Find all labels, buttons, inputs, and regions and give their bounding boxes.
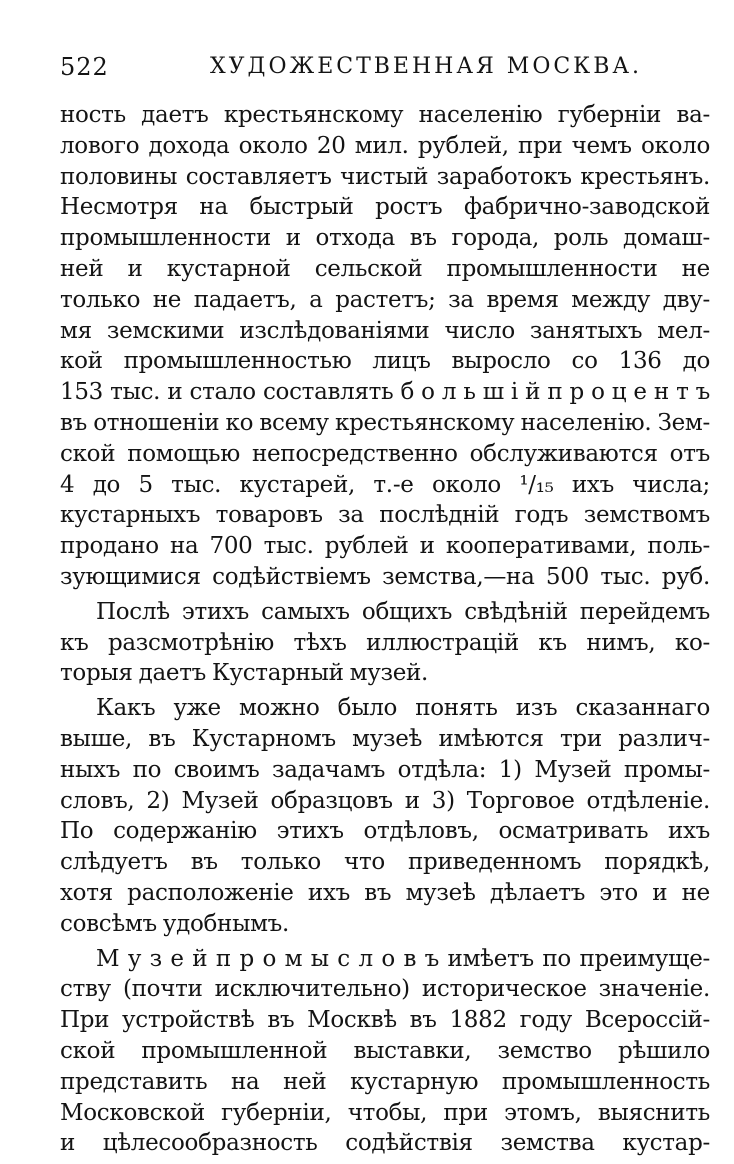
text-line: промышленности и отхода въ города, роль домаш- [60, 225, 710, 252]
text-line: Московской губерніи, чтобы, при этомъ, выяснить [60, 1099, 710, 1126]
text-line: половины составляетъ чистый заработокъ крестьянъ. [60, 163, 710, 190]
paragraph-1 [60, 100, 710, 593]
text-line: Несмотря на быстрый ростъ фабрично-заводской [60, 194, 710, 221]
text-line: ской помощью непосредственно обслуживаются отъ [60, 440, 710, 467]
text-line: 4 до 5 тыс. кустарей, т.-е около ¹/₁₅ ихъ числа; [60, 471, 710, 498]
running-title: ХУДОЖЕСТВЕННАЯ МОСКВА. [210, 54, 643, 79]
text-line: мя земскими изслѣдованіями число занятыхъ мел- [60, 317, 710, 344]
text-line: Какъ уже можно было понять изъ сказаннаго [96, 695, 710, 722]
text-line: совсѣмъ удобнымъ. [60, 910, 290, 937]
text-line: зующимися содѣйствіемъ земства,—на 500 тыс. руб. [60, 563, 710, 590]
text-line: М у з е й п р о м ы с л о в ъ имѣетъ по преимуще- [96, 945, 710, 972]
text-line: слѣдуетъ въ только что приведенномъ порядкѣ, [60, 849, 710, 876]
text-line: ность даетъ крестьянскому населенію губерніи ва- [60, 102, 710, 128]
text-line: кой промышленностью лицъ выросло со 136 до [60, 348, 710, 375]
text-line: въ отношеніи ко всему крестьянскому населенію. Зем- [60, 409, 710, 436]
body-text [60, 100, 710, 1163]
text-line: При устройствѣ въ Москвѣ въ 1882 году Всероссій- [60, 1007, 710, 1034]
text-line: ской промышленной выставки, земство рѣшило [60, 1037, 710, 1064]
text-line: Послѣ этихъ самыхъ общихъ свѣдѣній перейдемъ [96, 598, 710, 625]
text-line: лового дохода около 20 мил. рублей, при чемъ около [60, 132, 710, 159]
text-line: представить на ней кустарную промышленность [60, 1068, 710, 1095]
text-line: хотя расположеніе ихъ въ музеѣ дѣлаетъ это и не [60, 879, 710, 906]
paragraph-2 [60, 597, 710, 689]
text-line: словъ, 2) Музей образцовъ и 3) Торговое отдѣленіе. [60, 787, 710, 814]
text-line: торыя даетъ Кустарный музей. [60, 660, 429, 687]
text-line: продано на 700 тыс. рублей и кооперативами, поль- [60, 533, 710, 560]
page-header [60, 50, 710, 84]
text-line: 153 тыс. и стало составлять б о л ь ш і й п р о ц е н т ъ [60, 379, 710, 406]
paragraph-3 [60, 693, 710, 939]
text-line: къ разсмотрѣнію тѣхъ иллюстрацій къ нимъ, ко- [60, 629, 710, 656]
text-line: только не падаетъ, а растетъ; за время между дву- [60, 286, 710, 313]
text-line: По содержанію этихъ отдѣловъ, осматривать ихъ [60, 818, 710, 845]
text-line: ныхъ по своимъ задачамъ отдѣла: 1) Музей промы- [60, 756, 710, 783]
text-line: выше, въ Кустарномъ музеѣ имѣются три различ- [60, 725, 710, 752]
text-line: ней и кустарной сельской промышленности не [60, 255, 710, 282]
paragraph-4 [60, 944, 710, 1160]
text-line: ству (почти исключительно) историческое значеніе. [60, 976, 710, 1003]
text-line: и цѣлесообразность содѣйствія земства кустар- [60, 1130, 710, 1157]
page-number: 522 [60, 53, 109, 81]
text-line: кустарныхъ товаровъ за послѣдній годъ земствомъ [60, 502, 710, 529]
